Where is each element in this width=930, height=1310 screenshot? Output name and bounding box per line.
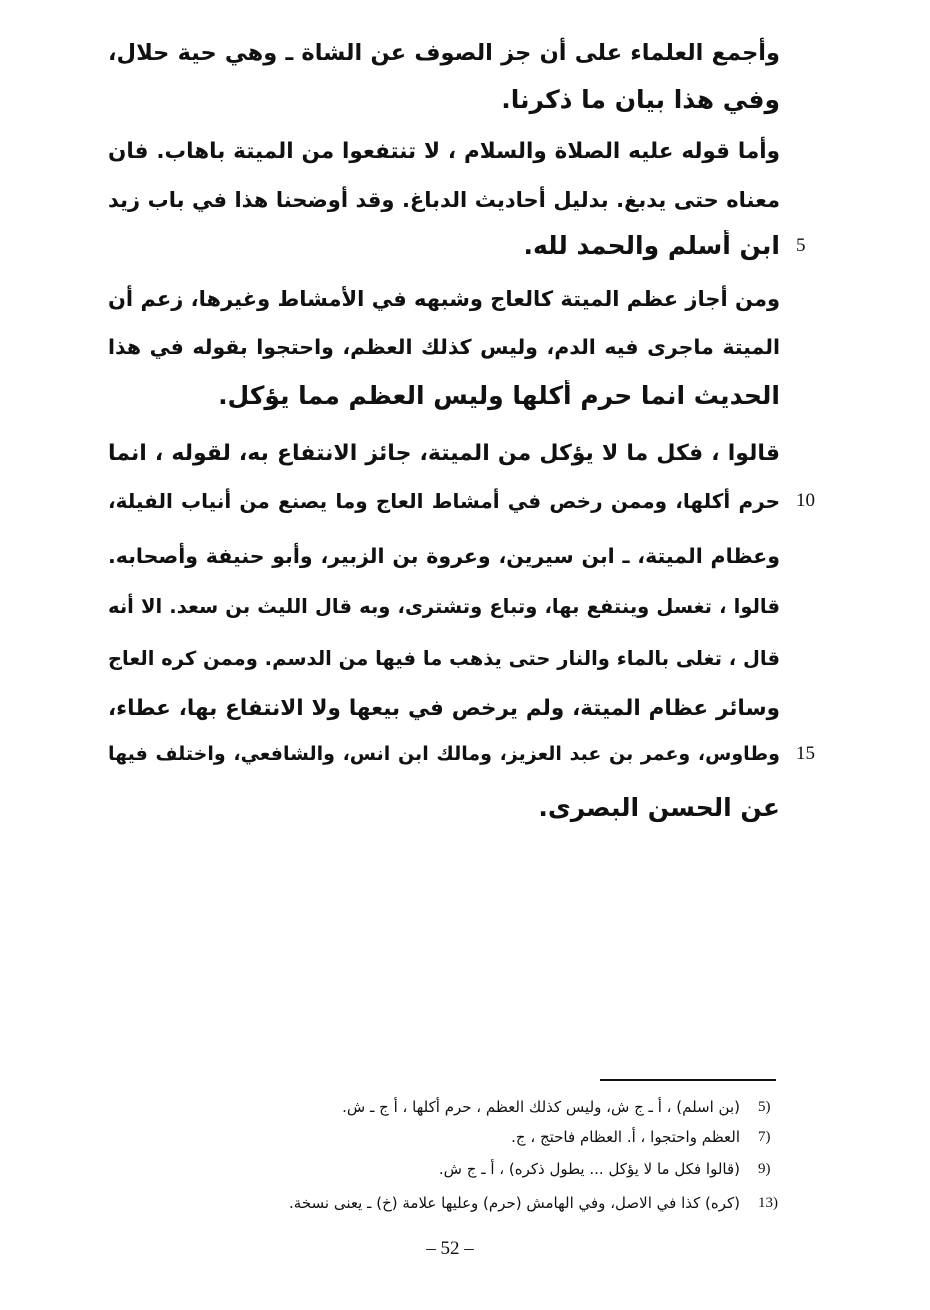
text-line-9: قالوا ، فكل ما لا يؤكل من الميتة، جائز الانتفاع به، لقوله ، انما bbox=[108, 441, 780, 466]
line-number-5: 5 bbox=[796, 235, 806, 256]
footnote-5: (بن اسلم) ، أ ـ ج ش، وليس كذلك العظم ، حرم أكلها ، أ ج ـ ش. bbox=[342, 1098, 740, 1116]
footnote-13: (كره) كذا في الاصل، وفي الهامش (حرم) وعليها علامة (خ) ـ يعنى نسخة. bbox=[289, 1194, 740, 1212]
text-line-15: وطاوس، وعمر بن عبد العزيز، ومالك ابن انس، والشافعي، واختلف فيها bbox=[108, 743, 780, 765]
text-line-14: وسائر عظام الميتة، ولم يرخص في بيعها ولا الانتفاع بها، عطاء، bbox=[108, 696, 780, 721]
footnote-number-5: 5) bbox=[758, 1099, 771, 1115]
footnote-number-7: 7) bbox=[758, 1129, 771, 1145]
text-line-6: ومن أجاز عظم الميتة كالعاج وشبهه في الأمشاط وغيرها، زعم أن bbox=[108, 287, 780, 311]
footnote-number-13: 13) bbox=[758, 1195, 778, 1211]
footnote-number-9: 9) bbox=[758, 1161, 771, 1177]
text-line-8: الحديث انما حرم أكلها وليس العظم مما يؤكل. bbox=[218, 381, 780, 410]
text-line-10: حرم أكلها، وممن رخص في أمشاط العاج وما يصنع من أنياب الفيلة، bbox=[108, 489, 780, 513]
text-line-11: وعظام الميتة، ـ ابن سيرين، وعروة بن الزبير، وأبو حنيفة وأصحابه. bbox=[108, 544, 780, 568]
text-line-16: عن الحسن البصرى. bbox=[538, 793, 780, 822]
line-number-15: 15 bbox=[796, 743, 815, 764]
text-line-13: قال ، تغلى بالماء والنار حتى يذهب ما فيها من الدسم. وممن كره العاج bbox=[108, 647, 780, 670]
text-line-4: معناه حتى يدبغ. بدليل أحاديث الدباغ. وقد أوضحنا هذا في باب زيد bbox=[108, 188, 780, 212]
footnote-rule bbox=[600, 1079, 776, 1081]
line-number-10: 10 bbox=[796, 490, 815, 511]
footnote-7: العظم واحتجوا ، أ. العظام فاحتج ، ج. bbox=[511, 1128, 740, 1146]
page-number: – 52 – bbox=[426, 1238, 474, 1259]
text-line-2: وفي هذا بيان ما ذكرنا. bbox=[501, 85, 780, 114]
text-line-1: وأجمع العلماء على أن جز الصوف عن الشاة ـ وهي حية حلال، bbox=[108, 40, 780, 66]
text-line-5: ابن أسلم والحمد لله. bbox=[523, 231, 780, 260]
text-line-7: الميتة ماجرى فيه الدم، وليس كذلك العظم، واحتجوا بقوله في هذا bbox=[108, 335, 780, 359]
footnote-9: (قالوا فكل ما لا يؤكل ... يطول ذكره) ، أ ـ ج ش. bbox=[438, 1160, 740, 1178]
text-line-12: قالوا ، تغسل وينتفع بها، وتباع وتشترى، وبه قال الليث بن سعد. الا أنه bbox=[108, 595, 780, 618]
text-line-3: وأما قوله عليه الصلاة والسلام ، لا تنتفعوا من الميتة باهاب. فان bbox=[108, 139, 780, 164]
